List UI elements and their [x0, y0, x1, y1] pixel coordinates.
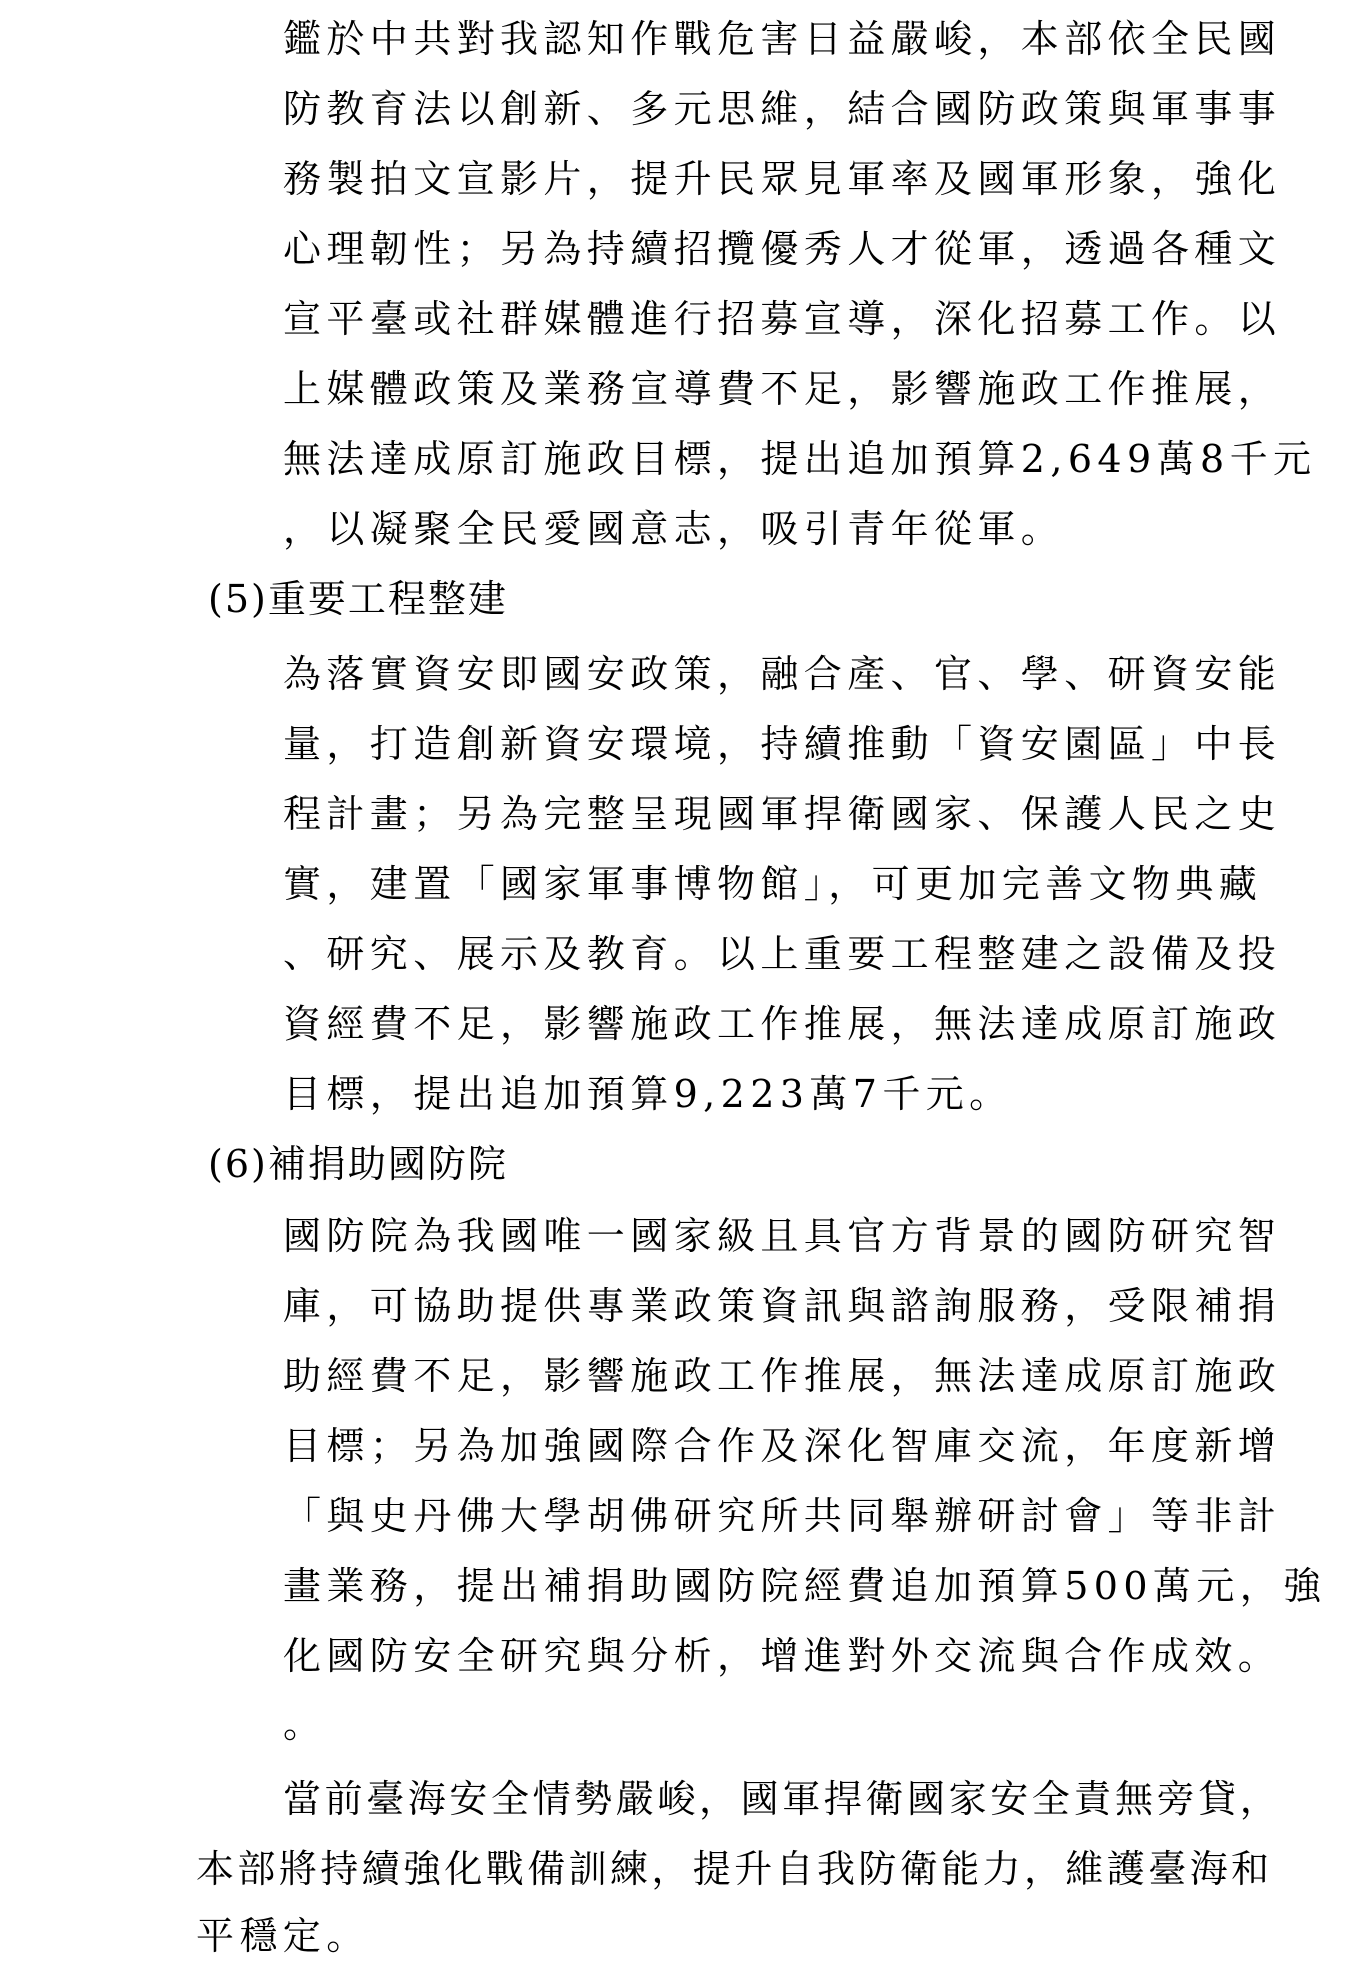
paragraph-line: 平穩定。: [196, 1914, 370, 1958]
paragraph-line: 心理韌性；另為持續招攬優秀人才從軍，透過各種文: [283, 227, 1282, 271]
section-6-heading: (6)補捐助國防院: [208, 1142, 508, 1186]
paragraph-line: 目標；另為加強國際合作及深化智庫交流，年度新增: [283, 1424, 1282, 1468]
paragraph-line: 量，打造創新資安環境，持續推動「資安園區」中長: [283, 722, 1282, 766]
paragraph-line: 目標，提出追加預算9,223萬7千元。: [283, 1072, 1013, 1116]
paragraph-line: 防教育法以創新、多元思維，結合國防政策與軍事事: [283, 87, 1282, 131]
paragraph-line: 實，建置「國家軍事博物館」，可更加完善文物典藏: [283, 862, 1263, 906]
paragraph-line: 資經費不足，影響施政工作推展，無法達成原訂施政: [283, 1002, 1282, 1046]
paragraph-line: 務製拍文宣影片，提升民眾見軍率及國軍形象，強化: [283, 157, 1282, 201]
paragraph-line: 鑑於中共對我認知作戰危害日益嚴峻，本部依全民國: [283, 17, 1282, 61]
paragraph-line: 國防院為我國唯一國家級且具官方背景的國防研究智: [283, 1214, 1282, 1258]
section-5-heading: (5)重要工程整建: [208, 577, 508, 621]
paragraph-line: 宣平臺或社群媒體進行招募宣導，深化招募工作。以: [283, 297, 1282, 341]
paragraph-line: 助經費不足，影響施政工作推展，無法達成原訂施政: [283, 1354, 1282, 1398]
paragraph-line: 本部將持續強化戰備訓練，提升自我防衛能力，維護臺海和: [196, 1847, 1273, 1891]
paragraph-line: 程計畫；另為完整呈現國軍捍衛國家、保護人民之史: [283, 792, 1282, 836]
paragraph-line: 「與史丹佛大學胡佛研究所共同舉辦研討會」等非計: [283, 1494, 1282, 1538]
paragraph-line: 上媒體政策及業務宣導費不足，影響施政工作推展，: [283, 367, 1282, 411]
paragraph-line: 當前臺海安全情勢嚴峻，國軍捍衛國家安全責無旁貸，: [283, 1777, 1282, 1821]
paragraph-line: ，以凝聚全民愛國意志，吸引青年從軍。: [283, 507, 1065, 551]
paragraph-line: 化國防安全研究與分析，增進對外交流與合作成效。: [283, 1634, 1282, 1678]
paragraph-line: 、研究、展示及教育。以上重要工程整建之設備及投: [283, 932, 1282, 976]
paragraph-line: 無法達成原訂施政目標，提出追加預算2,649萬8千元: [283, 437, 1317, 481]
paragraph-line: 庫，可協助提供專業政策資訊與諮詢服務，受限補捐: [283, 1284, 1282, 1328]
paragraph-line: 。: [283, 1702, 327, 1746]
paragraph-line: 為落實資安即國安政策，融合產、官、學、研資安能: [283, 652, 1282, 696]
paragraph-line: 畫業務，提出補捐助國防院經費追加預算500萬元，強: [283, 1564, 1327, 1608]
